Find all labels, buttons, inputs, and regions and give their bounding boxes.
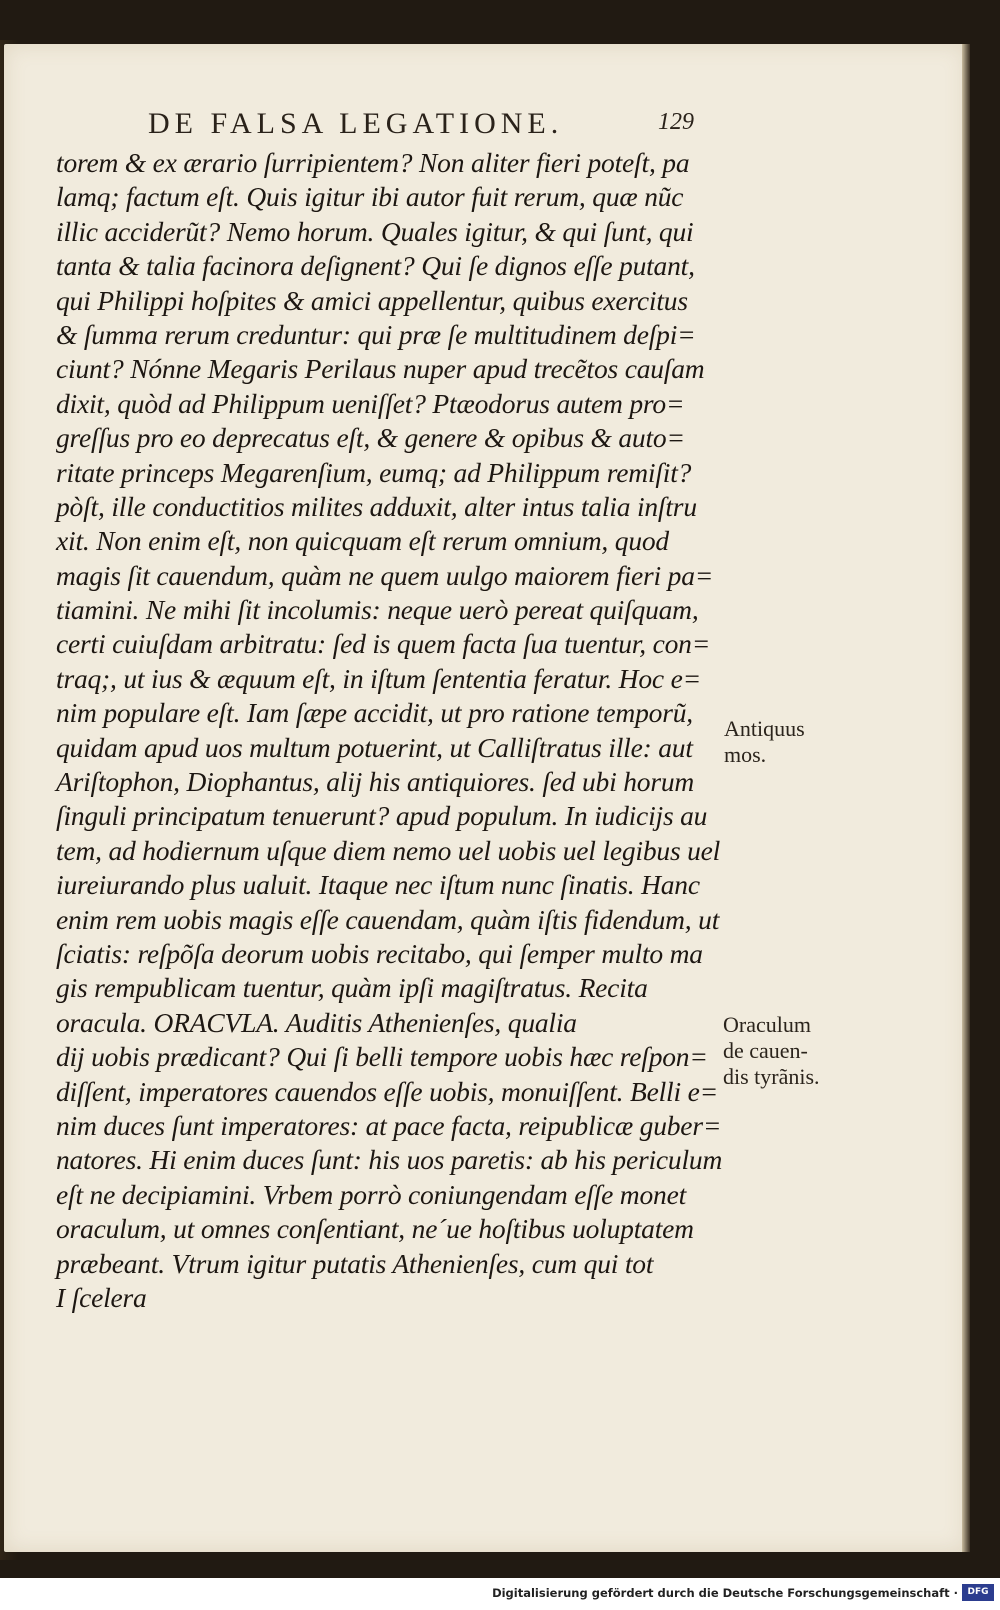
margin-note-antiquus [724, 716, 805, 768]
text-line: oraculum, ut omnes conſentiant, ne´ue hoſtibus uoluptatem [56, 1213, 694, 1245]
text-line: xit. Non enim eſt, non quicquam eſt rerum omnium, quod [56, 525, 669, 557]
text-line: dixit, quòd ad Philippum ueniſſet? Ptæodorus autem pro= [56, 387, 685, 419]
dfg-logo: DFG [962, 1584, 994, 1601]
page-edge [962, 44, 970, 1552]
running-head: DE FALSA LEGATIONE. [148, 107, 564, 140]
text-line: ſciatis: reſpõſa deorum uobis recitabo, qui ſemper multo ma [56, 937, 703, 969]
text-line: tiamini. Ne mihi ſit incolumis: neque uerò pereat quiſquam, [56, 594, 699, 626]
text-line: enim rem uobis magis eſſe cauendam, quàm iſtis fidendum, ut [56, 903, 720, 935]
text-line: Ariſtophon, Diophantus, alij his antiquiores. ſed ubi horum [56, 766, 695, 798]
text-line: pòſt, ille conductitios milites adduxit, alter intus talia inſtru [56, 490, 697, 522]
text-line: qui Philippi hoſpites & amici appellentur, quibus exercitus [56, 284, 688, 316]
margin-note-line: mos. [724, 742, 767, 767]
text-line: traq;, ut ius & æquum eſt, in iſtum ſententia feratur. Hoc e= [56, 662, 701, 694]
text-line: I ſcelera [56, 1281, 147, 1313]
text-line: ciunt? Nónne Megaris Perilaus nuper apud trecẽtos cauſam [56, 353, 705, 385]
text-line: ſinguli principatum tenuerunt? apud populum. In iudicijs au [56, 800, 708, 832]
text-line: greſſus pro eo deprecatus eſt, & genere & opibus & auto= [56, 422, 685, 454]
text-line: præbeant. Vtrum igitur putatis Athenienſes, cum qui tot [56, 1247, 654, 1279]
text-line: nim duces ſunt imperatores: at pace facta, reipublicæ guber= [56, 1109, 722, 1141]
text-line: gis rempublicam tuentur, quàm ipſi magiſtratus. Recita [56, 972, 648, 1004]
margin-note-line: dis tyrãnis. [723, 1064, 820, 1089]
margin-note-line: Oraculum [723, 1012, 811, 1037]
body-text [56, 146, 723, 1315]
page-header [148, 107, 708, 147]
margin-note-line: de cauen- [723, 1038, 808, 1063]
text-line: natores. Hi enim duces ſunt: his uos paretis: ab his periculum [56, 1144, 723, 1176]
text-line: nim populare eſt. Iam ſæpe accidit, ut pro ratione temporũ, [56, 697, 693, 729]
footer-credit: Digitalisierung gefördert durch die Deutsche Forschungsgemeinschaft · [492, 1586, 958, 1600]
text-line: torem & ex ærario ſurripientem? Non aliter fieri poteſt, pa [56, 147, 690, 178]
margin-note-oraculum [723, 1012, 820, 1090]
page-number: 129 [658, 109, 694, 135]
text-line: certi cuiuſdam arbitratu: ſed is quem facta ſua tuentur, con= [56, 628, 711, 660]
text-line: & ſumma rerum creduntur: qui præ ſe multitudinem deſpi= [56, 318, 696, 350]
text-line: eſt ne decipiamini. Vrbem porrò coniungendam eſſe monet [56, 1178, 687, 1210]
margin-note-line: Antiquus [724, 716, 805, 741]
digitization-footer [0, 1578, 1000, 1610]
text-line: ritate princeps Megarenſium, eumq; ad Philippum remiſit? [56, 456, 692, 488]
text-line: tem, ad hodiernum uſque diem nemo uel uobis uel legibus uel [56, 834, 721, 866]
text-line: lamq; factum eſt. Quis igitur ibi autor fuit rerum, quæ nũc [56, 181, 684, 213]
text-line: magis ſit cauendum, quàm ne quem uulgo maiorem fieri pa= [56, 559, 714, 591]
text-line: dij uobis prædicant? Qui ſi belli tempore uobis hæc reſpon= [56, 1041, 708, 1073]
text-line: illic acciderũt? Nemo horum. Quales igitur, & qui ſunt, qui [56, 215, 694, 247]
text-line: quidam apud uos multum potuerint, ut Calliſtratus ille: aut [56, 731, 693, 763]
text-line: iureiurando plus ualuit. Itaque nec iſtum nunc ſinatis. Hanc [56, 869, 700, 901]
text-line: diſſent, imperatores cauendos eſſe uobis, monuiſſent. Belli e= [56, 1075, 718, 1107]
text-line: oracula. ORACVLA. Auditis Athenienſes, qualia [56, 1006, 577, 1038]
text-line: tanta & talia facinora deſignent? Qui ſe dignos eſſe putant, [56, 250, 695, 282]
